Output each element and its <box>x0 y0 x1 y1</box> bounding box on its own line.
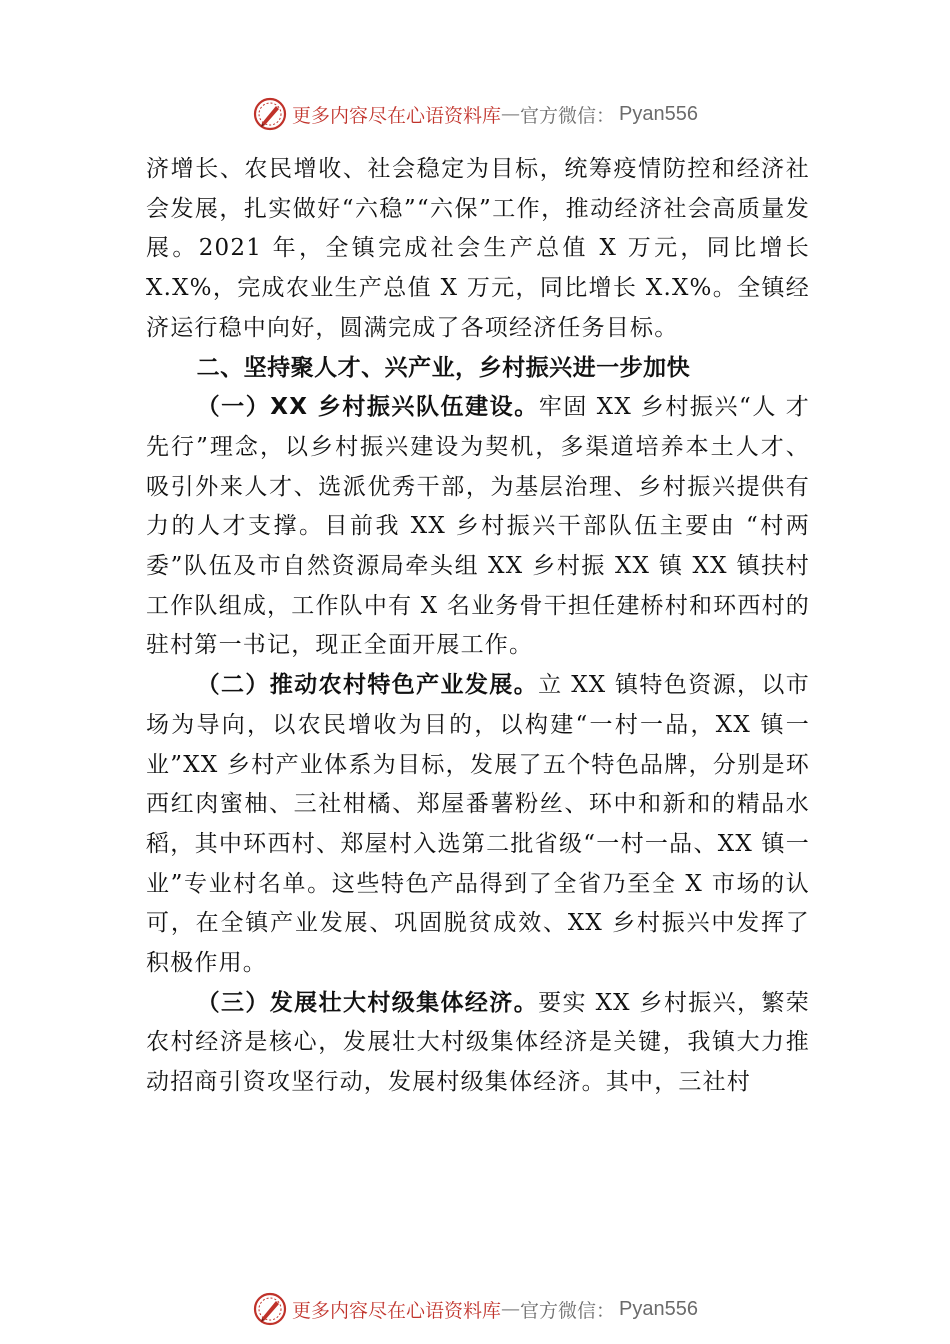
banner-wechat-id: Pyan556 <box>619 1297 698 1320</box>
paragraph-lead: （一）XX 乡村振兴队伍建设。 <box>196 394 539 421</box>
pen-logo-icon <box>252 96 288 132</box>
banner-title: 更多内容尽在心语资料库 <box>292 104 502 127</box>
section-heading: 二、坚持聚人才、兴产业，乡村振兴进一步加快 <box>196 354 691 381</box>
intro-paragraph: 济增长、农民增收、社会稳定为目标，统筹疫情防控和经济社会发展，扎实做好“六稳”“六保”工作，推动经济社会高质量发展。2021 年，全镇完成社会生产总值 X 万元，同比增长 X.X%，完成农业生产总值 X 万元，同比增长 X.X%。全镇经济运行稳中向好，圆满完成了各项经济任务目标。 <box>146 156 810 341</box>
paragraph-body: 牢固 XX 乡村振兴“人 才先行”理念，以乡村振兴建设为契机，多渠道培养本土人才、吸引外来人才、选派优秀干部，为基层治理、乡村振兴提供有力的人才支撑。目前我 XX 乡村振兴干部队伍主要由 “村两委”队伍及市自然资源局牵头组 XX 乡村振 XX 镇 XX 镇扶村工作队组成，工作队中有 X 名业务骨干担任建桥村和环西村的驻村第一书记，现正全面开展工作。 <box>146 394 810 659</box>
banner-title: 更多内容尽在心语资料库 <box>292 1299 502 1322</box>
banner-wechat-id: Pyan556 <box>619 102 698 125</box>
paragraph-body: 立 XX 镇特色资源，以市场为导向，以农民增收为目的，以构建“一村一品，XX 镇一业”XX 乡村产业体系为目标，发展了五个特色品牌，分别是环西红肉蜜柚、三社柑橘、郑屋番薯粉丝、环中和新和的精品水稻，其中环西村、郑屋村入选第二批省级“一村一品、XX 镇一业”专业村名单。这些特色产品得到了全省乃至全 X 市场的认可，在全镇产业发展、巩固脱贫成效、XX 乡村振兴中发挥了积极作用。 <box>146 672 810 977</box>
paragraph-lead: （二）推动农村特色产业发展。 <box>196 672 539 699</box>
banner-wechat-label: 官方微信： <box>520 1299 616 1322</box>
footer-banner <box>0 1289 950 1329</box>
paragraph-collective-economy <box>146 984 810 1103</box>
banner-wechat-label: 官方微信： <box>520 104 616 127</box>
paragraph-team-building <box>146 388 810 666</box>
pen-logo-icon <box>252 1291 288 1327</box>
paragraph-industry <box>146 666 810 984</box>
paragraph-body: 要实 XX 乡村振兴，繁荣农村经济是核心，发展壮大村级集体经济是关键，我镇大力推动招商引资攻坚行动，发展村级集体经济。其中，三社村 <box>146 989 810 1096</box>
banner-separator: — <box>501 1298 521 1320</box>
banner-separator: — <box>501 103 521 125</box>
header-banner <box>0 94 950 134</box>
document-body <box>146 150 810 1103</box>
paragraph-lead: （三）发展壮大村级集体经济。 <box>196 989 539 1016</box>
